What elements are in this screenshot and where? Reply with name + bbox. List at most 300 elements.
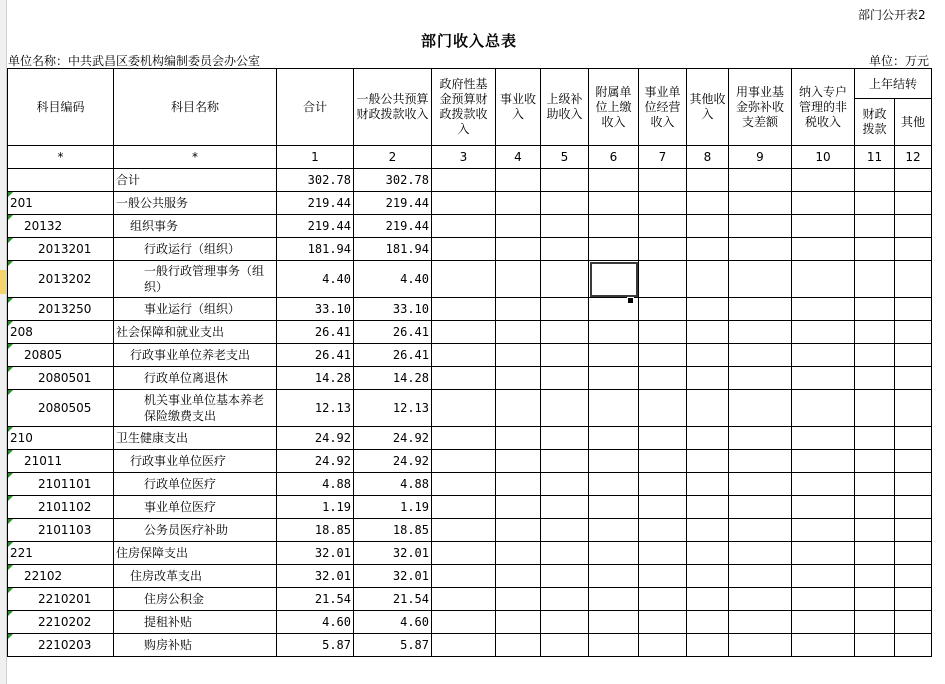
empty-cell[interactable] xyxy=(855,321,895,344)
empty-cell[interactable] xyxy=(792,634,855,657)
header-code[interactable]: 科目编码 xyxy=(8,69,114,146)
subject-name-cell[interactable]: 行政单位医疗 xyxy=(114,473,277,496)
empty-cell[interactable] xyxy=(729,344,792,367)
subject-name-cell[interactable]: 购房补贴 xyxy=(114,634,277,657)
column-index-cell[interactable]: * xyxy=(8,146,114,169)
column-index-cell[interactable]: 4 xyxy=(496,146,541,169)
subject-name-cell[interactable]: 提租补贴 xyxy=(114,611,277,634)
empty-cell[interactable] xyxy=(729,427,792,450)
subject-code-cell[interactable]: 2013201 xyxy=(8,238,114,261)
subject-name-cell[interactable]: 一般行政管理事务（组织） xyxy=(114,261,277,298)
empty-cell[interactable] xyxy=(729,192,792,215)
subject-name-cell[interactable]: 住房公积金 xyxy=(114,588,277,611)
total-cell[interactable]: 18.85 xyxy=(277,519,354,542)
empty-cell[interactable] xyxy=(895,588,932,611)
empty-cell[interactable] xyxy=(895,367,932,390)
general-budget-cell[interactable]: 26.41 xyxy=(354,321,432,344)
empty-cell[interactable] xyxy=(541,427,589,450)
empty-cell[interactable] xyxy=(729,565,792,588)
empty-cell[interactable] xyxy=(589,519,639,542)
empty-cell[interactable] xyxy=(432,238,496,261)
empty-cell[interactable] xyxy=(687,611,729,634)
empty-cell[interactable] xyxy=(589,588,639,611)
empty-cell[interactable] xyxy=(895,215,932,238)
empty-cell[interactable] xyxy=(855,344,895,367)
subject-name-cell[interactable]: 卫生健康支出 xyxy=(114,427,277,450)
header-gov-fund[interactable]: 政府性基金预算财政拨款收入 xyxy=(432,69,496,146)
empty-cell[interactable] xyxy=(639,367,687,390)
empty-cell[interactable] xyxy=(792,261,855,298)
empty-cell[interactable] xyxy=(895,192,932,215)
empty-cell[interactable] xyxy=(792,427,855,450)
header-other-income[interactable]: 其他收入 xyxy=(687,69,729,146)
total-cell[interactable]: 12.13 xyxy=(277,390,354,427)
general-budget-cell[interactable]: 302.78 xyxy=(354,169,432,192)
empty-cell[interactable] xyxy=(792,298,855,321)
subject-code-cell[interactable]: 201 xyxy=(8,192,114,215)
empty-cell[interactable] xyxy=(432,215,496,238)
empty-cell[interactable] xyxy=(792,450,855,473)
empty-cell[interactable] xyxy=(432,473,496,496)
empty-cell[interactable] xyxy=(541,542,589,565)
empty-cell[interactable] xyxy=(541,298,589,321)
empty-cell[interactable] xyxy=(855,519,895,542)
empty-cell[interactable] xyxy=(792,238,855,261)
empty-cell[interactable] xyxy=(541,169,589,192)
empty-cell[interactable] xyxy=(895,390,932,427)
subject-code-cell[interactable]: 2080505 xyxy=(8,390,114,427)
empty-cell[interactable] xyxy=(895,344,932,367)
subject-code-cell[interactable]: 2101103 xyxy=(8,519,114,542)
empty-cell[interactable] xyxy=(792,321,855,344)
empty-cell[interactable] xyxy=(687,390,729,427)
empty-cell[interactable] xyxy=(589,450,639,473)
empty-cell[interactable] xyxy=(855,261,895,298)
general-budget-cell[interactable]: 24.92 xyxy=(354,427,432,450)
empty-cell[interactable] xyxy=(792,542,855,565)
empty-cell[interactable] xyxy=(687,169,729,192)
total-cell[interactable]: 24.92 xyxy=(277,427,354,450)
empty-cell[interactable] xyxy=(895,634,932,657)
empty-cell[interactable] xyxy=(687,496,729,519)
header-superior-subsidy[interactable]: 上级补助收入 xyxy=(541,69,589,146)
empty-cell[interactable] xyxy=(589,611,639,634)
subject-name-cell[interactable]: 行政事业单位养老支出 xyxy=(114,344,277,367)
header-general-budget[interactable]: 一般公共预算财政拨款收入 xyxy=(354,69,432,146)
empty-cell[interactable] xyxy=(541,473,589,496)
empty-cell[interactable] xyxy=(687,261,729,298)
empty-cell[interactable] xyxy=(687,321,729,344)
subject-name-cell[interactable]: 合计 xyxy=(114,169,277,192)
empty-cell[interactable] xyxy=(687,519,729,542)
total-cell[interactable]: 32.01 xyxy=(277,565,354,588)
empty-cell[interactable] xyxy=(639,634,687,657)
header-affiliated-income[interactable]: 附属单位上缴收入 xyxy=(589,69,639,146)
column-index-cell[interactable]: 6 xyxy=(589,146,639,169)
empty-cell[interactable] xyxy=(496,565,541,588)
empty-cell[interactable] xyxy=(432,450,496,473)
empty-cell[interactable] xyxy=(895,611,932,634)
empty-cell[interactable] xyxy=(729,215,792,238)
empty-cell[interactable] xyxy=(639,496,687,519)
total-cell[interactable]: 14.28 xyxy=(277,367,354,390)
empty-cell[interactable] xyxy=(432,634,496,657)
empty-cell[interactable] xyxy=(855,588,895,611)
empty-cell[interactable] xyxy=(729,367,792,390)
subject-code-cell[interactable]: 2210202 xyxy=(8,611,114,634)
general-budget-cell[interactable]: 219.44 xyxy=(354,192,432,215)
subject-name-cell[interactable]: 住房保障支出 xyxy=(114,542,277,565)
empty-cell[interactable] xyxy=(432,565,496,588)
empty-cell[interactable] xyxy=(895,238,932,261)
empty-cell[interactable] xyxy=(639,427,687,450)
empty-cell[interactable] xyxy=(855,565,895,588)
empty-cell[interactable] xyxy=(639,390,687,427)
total-cell[interactable]: 219.44 xyxy=(277,215,354,238)
empty-cell[interactable] xyxy=(792,611,855,634)
empty-cell[interactable] xyxy=(687,238,729,261)
empty-cell[interactable] xyxy=(639,519,687,542)
empty-cell[interactable] xyxy=(541,238,589,261)
empty-cell[interactable] xyxy=(729,496,792,519)
subject-name-cell[interactable]: 行政单位离退休 xyxy=(114,367,277,390)
empty-cell[interactable] xyxy=(541,634,589,657)
column-index-cell[interactable]: 2 xyxy=(354,146,432,169)
empty-cell[interactable] xyxy=(895,169,932,192)
subject-code-cell[interactable]: 20132 xyxy=(8,215,114,238)
header-business-income[interactable]: 事业收入 xyxy=(496,69,541,146)
subject-code-cell[interactable]: 2210201 xyxy=(8,588,114,611)
empty-cell[interactable] xyxy=(687,450,729,473)
empty-cell[interactable] xyxy=(432,588,496,611)
empty-cell[interactable] xyxy=(895,450,932,473)
empty-cell[interactable] xyxy=(855,215,895,238)
empty-cell[interactable] xyxy=(792,565,855,588)
subject-name-cell[interactable]: 住房改革支出 xyxy=(114,565,277,588)
empty-cell[interactable] xyxy=(496,390,541,427)
empty-cell[interactable] xyxy=(496,261,541,298)
empty-cell[interactable] xyxy=(496,427,541,450)
empty-cell[interactable] xyxy=(895,542,932,565)
empty-cell[interactable] xyxy=(432,321,496,344)
empty-cell[interactable] xyxy=(729,542,792,565)
empty-cell[interactable] xyxy=(496,321,541,344)
empty-cell[interactable] xyxy=(792,367,855,390)
empty-cell[interactable] xyxy=(895,427,932,450)
empty-cell[interactable] xyxy=(639,169,687,192)
empty-cell[interactable] xyxy=(687,367,729,390)
header-name[interactable]: 科目名称 xyxy=(114,69,277,146)
empty-cell[interactable] xyxy=(792,215,855,238)
header-fund-supplement[interactable]: 用事业基金弥补收支差额 xyxy=(729,69,792,146)
header-nontax-income[interactable]: 纳入专户管理的非税收入 xyxy=(792,69,855,146)
general-budget-cell[interactable]: 1.19 xyxy=(354,496,432,519)
empty-cell[interactable] xyxy=(496,169,541,192)
empty-cell[interactable] xyxy=(541,611,589,634)
empty-cell[interactable] xyxy=(729,298,792,321)
empty-cell[interactable] xyxy=(895,473,932,496)
empty-cell[interactable] xyxy=(432,542,496,565)
empty-cell[interactable] xyxy=(432,427,496,450)
total-cell[interactable]: 26.41 xyxy=(277,321,354,344)
empty-cell[interactable] xyxy=(589,192,639,215)
empty-cell[interactable] xyxy=(496,344,541,367)
subject-code-cell[interactable] xyxy=(8,169,114,192)
empty-cell[interactable] xyxy=(792,588,855,611)
column-index-cell[interactable]: 3 xyxy=(432,146,496,169)
subject-code-cell[interactable]: 2013250 xyxy=(8,298,114,321)
empty-cell[interactable] xyxy=(729,321,792,344)
column-index-cell[interactable]: 5 xyxy=(541,146,589,169)
empty-cell[interactable] xyxy=(729,169,792,192)
empty-cell[interactable] xyxy=(639,215,687,238)
empty-cell[interactable] xyxy=(729,390,792,427)
empty-cell[interactable] xyxy=(687,298,729,321)
general-budget-cell[interactable]: 24.92 xyxy=(354,450,432,473)
total-cell[interactable]: 26.41 xyxy=(277,344,354,367)
empty-cell[interactable] xyxy=(589,634,639,657)
total-cell[interactable]: 32.01 xyxy=(277,542,354,565)
empty-cell[interactable] xyxy=(589,565,639,588)
total-cell[interactable]: 1.19 xyxy=(277,496,354,519)
empty-cell[interactable] xyxy=(855,169,895,192)
subject-name-cell[interactable]: 事业运行（组织） xyxy=(114,298,277,321)
empty-cell[interactable] xyxy=(541,450,589,473)
empty-cell[interactable] xyxy=(792,519,855,542)
empty-cell[interactable] xyxy=(589,215,639,238)
subject-name-cell[interactable]: 事业单位医疗 xyxy=(114,496,277,519)
empty-cell[interactable] xyxy=(496,215,541,238)
total-cell[interactable]: 33.10 xyxy=(277,298,354,321)
empty-cell[interactable] xyxy=(895,261,932,298)
empty-cell[interactable] xyxy=(541,519,589,542)
empty-cell[interactable] xyxy=(639,238,687,261)
total-cell[interactable]: 24.92 xyxy=(277,450,354,473)
empty-cell[interactable] xyxy=(639,588,687,611)
empty-cell[interactable] xyxy=(589,427,639,450)
empty-cell[interactable] xyxy=(792,496,855,519)
general-budget-cell[interactable]: 14.28 xyxy=(354,367,432,390)
empty-cell[interactable] xyxy=(496,611,541,634)
empty-cell[interactable] xyxy=(541,367,589,390)
column-index-cell[interactable]: 10 xyxy=(792,146,855,169)
header-carryover-fiscal[interactable]: 财政拨款 xyxy=(855,99,895,146)
empty-cell[interactable] xyxy=(541,496,589,519)
column-index-cell[interactable]: 12 xyxy=(895,146,932,169)
general-budget-cell[interactable]: 21.54 xyxy=(354,588,432,611)
empty-cell[interactable] xyxy=(855,611,895,634)
empty-cell[interactable] xyxy=(496,192,541,215)
empty-cell[interactable] xyxy=(589,321,639,344)
general-budget-cell[interactable]: 4.88 xyxy=(354,473,432,496)
general-budget-cell[interactable]: 5.87 xyxy=(354,634,432,657)
empty-cell[interactable] xyxy=(895,519,932,542)
empty-cell[interactable] xyxy=(589,496,639,519)
empty-cell[interactable] xyxy=(589,390,639,427)
empty-cell[interactable] xyxy=(687,215,729,238)
empty-cell[interactable] xyxy=(432,298,496,321)
empty-cell[interactable] xyxy=(541,192,589,215)
general-budget-cell[interactable]: 4.60 xyxy=(354,611,432,634)
total-cell[interactable]: 181.94 xyxy=(277,238,354,261)
empty-cell[interactable] xyxy=(541,261,589,298)
header-total[interactable]: 合计 xyxy=(277,69,354,146)
empty-cell[interactable] xyxy=(729,634,792,657)
empty-cell[interactable] xyxy=(589,238,639,261)
empty-cell[interactable] xyxy=(589,344,639,367)
empty-cell[interactable] xyxy=(687,634,729,657)
subject-code-cell[interactable]: 208 xyxy=(8,321,114,344)
total-cell[interactable]: 21.54 xyxy=(277,588,354,611)
subject-code-cell[interactable]: 2080501 xyxy=(8,367,114,390)
empty-cell[interactable] xyxy=(589,169,639,192)
empty-cell[interactable] xyxy=(792,192,855,215)
total-cell[interactable]: 4.40 xyxy=(277,261,354,298)
empty-cell[interactable] xyxy=(639,192,687,215)
empty-cell[interactable] xyxy=(496,634,541,657)
empty-cell[interactable] xyxy=(687,565,729,588)
empty-cell[interactable] xyxy=(496,238,541,261)
general-budget-cell[interactable]: 181.94 xyxy=(354,238,432,261)
empty-cell[interactable] xyxy=(687,542,729,565)
empty-cell[interactable] xyxy=(541,344,589,367)
empty-cell[interactable] xyxy=(687,427,729,450)
empty-cell[interactable] xyxy=(432,344,496,367)
empty-cell[interactable] xyxy=(496,367,541,390)
general-budget-cell[interactable]: 33.10 xyxy=(354,298,432,321)
empty-cell[interactable] xyxy=(496,588,541,611)
empty-cell[interactable] xyxy=(639,261,687,298)
empty-cell[interactable] xyxy=(639,450,687,473)
subject-code-cell[interactable]: 20805 xyxy=(8,344,114,367)
empty-cell[interactable] xyxy=(496,496,541,519)
empty-cell[interactable] xyxy=(432,611,496,634)
subject-code-cell[interactable]: 210 xyxy=(8,427,114,450)
empty-cell[interactable] xyxy=(496,298,541,321)
empty-cell[interactable] xyxy=(729,238,792,261)
empty-cell[interactable] xyxy=(855,390,895,427)
general-budget-cell[interactable]: 219.44 xyxy=(354,215,432,238)
empty-cell[interactable] xyxy=(729,473,792,496)
subject-name-cell[interactable]: 组织事务 xyxy=(114,215,277,238)
subject-code-cell[interactable]: 2210203 xyxy=(8,634,114,657)
empty-cell[interactable] xyxy=(729,588,792,611)
empty-cell[interactable] xyxy=(541,390,589,427)
empty-cell[interactable] xyxy=(432,169,496,192)
empty-cell[interactable] xyxy=(855,450,895,473)
subject-code-cell[interactable]: 22102 xyxy=(8,565,114,588)
empty-cell[interactable] xyxy=(855,238,895,261)
general-budget-cell[interactable]: 32.01 xyxy=(354,542,432,565)
empty-cell[interactable] xyxy=(792,169,855,192)
empty-cell[interactable] xyxy=(895,298,932,321)
empty-cell[interactable] xyxy=(687,344,729,367)
empty-cell[interactable] xyxy=(729,261,792,298)
empty-cell[interactable] xyxy=(589,367,639,390)
empty-cell[interactable] xyxy=(432,519,496,542)
header-operating-income[interactable]: 事业单位经营收入 xyxy=(639,69,687,146)
subject-name-cell[interactable]: 一般公共服务 xyxy=(114,192,277,215)
empty-cell[interactable] xyxy=(855,367,895,390)
empty-cell[interactable] xyxy=(589,473,639,496)
subject-code-cell[interactable]: 2101101 xyxy=(8,473,114,496)
subject-name-cell[interactable]: 行政运行（组织） xyxy=(114,238,277,261)
total-cell[interactable]: 219.44 xyxy=(277,192,354,215)
empty-cell[interactable] xyxy=(895,565,932,588)
empty-cell[interactable] xyxy=(729,450,792,473)
header-carryover[interactable]: 上年结转 xyxy=(855,69,932,99)
empty-cell[interactable] xyxy=(687,473,729,496)
subject-name-cell[interactable]: 公务员医疗补助 xyxy=(114,519,277,542)
empty-cell[interactable] xyxy=(895,321,932,344)
empty-cell[interactable] xyxy=(792,344,855,367)
total-cell[interactable]: 4.60 xyxy=(277,611,354,634)
empty-cell[interactable] xyxy=(496,542,541,565)
empty-cell[interactable] xyxy=(432,390,496,427)
column-index-cell[interactable]: * xyxy=(114,146,277,169)
column-index-cell[interactable]: 1 xyxy=(277,146,354,169)
empty-cell[interactable] xyxy=(855,542,895,565)
empty-cell[interactable] xyxy=(639,611,687,634)
subject-code-cell[interactable]: 221 xyxy=(8,542,114,565)
general-budget-cell[interactable]: 18.85 xyxy=(354,519,432,542)
empty-cell[interactable] xyxy=(639,473,687,496)
empty-cell[interactable] xyxy=(639,565,687,588)
empty-cell[interactable] xyxy=(541,215,589,238)
empty-cell[interactable] xyxy=(496,450,541,473)
empty-cell[interactable] xyxy=(432,192,496,215)
empty-cell[interactable] xyxy=(541,588,589,611)
empty-cell[interactable] xyxy=(496,519,541,542)
empty-cell[interactable] xyxy=(855,634,895,657)
subject-code-cell[interactable]: 21011 xyxy=(8,450,114,473)
empty-cell[interactable] xyxy=(639,542,687,565)
general-budget-cell[interactable]: 32.01 xyxy=(354,565,432,588)
fill-handle[interactable] xyxy=(627,297,634,304)
total-cell[interactable]: 5.87 xyxy=(277,634,354,657)
general-budget-cell[interactable]: 26.41 xyxy=(354,344,432,367)
subject-name-cell[interactable]: 机关事业单位基本养老保险缴费支出 xyxy=(114,390,277,427)
empty-cell[interactable] xyxy=(432,496,496,519)
column-index-cell[interactable]: 8 xyxy=(687,146,729,169)
subject-code-cell[interactable]: 2013202 xyxy=(8,261,114,298)
empty-cell[interactable] xyxy=(639,344,687,367)
empty-cell[interactable] xyxy=(432,367,496,390)
empty-cell[interactable] xyxy=(855,427,895,450)
empty-cell[interactable] xyxy=(541,321,589,344)
subject-name-cell[interactable]: 行政事业单位医疗 xyxy=(114,450,277,473)
column-index-cell[interactable]: 11 xyxy=(855,146,895,169)
empty-cell[interactable] xyxy=(729,611,792,634)
empty-cell[interactable] xyxy=(639,321,687,344)
empty-cell[interactable] xyxy=(855,298,895,321)
general-budget-cell[interactable]: 12.13 xyxy=(354,390,432,427)
selected-cell[interactable] xyxy=(589,261,639,298)
total-cell[interactable]: 4.88 xyxy=(277,473,354,496)
empty-cell[interactable] xyxy=(895,496,932,519)
header-carryover-other[interactable]: 其他 xyxy=(895,99,932,146)
empty-cell[interactable] xyxy=(639,298,687,321)
subject-code-cell[interactable]: 2101102 xyxy=(8,496,114,519)
empty-cell[interactable] xyxy=(729,519,792,542)
empty-cell[interactable] xyxy=(687,192,729,215)
empty-cell[interactable] xyxy=(432,261,496,298)
column-index-cell[interactable]: 9 xyxy=(729,146,792,169)
empty-cell[interactable] xyxy=(855,496,895,519)
empty-cell[interactable] xyxy=(792,473,855,496)
empty-cell[interactable] xyxy=(589,542,639,565)
empty-cell[interactable] xyxy=(855,473,895,496)
